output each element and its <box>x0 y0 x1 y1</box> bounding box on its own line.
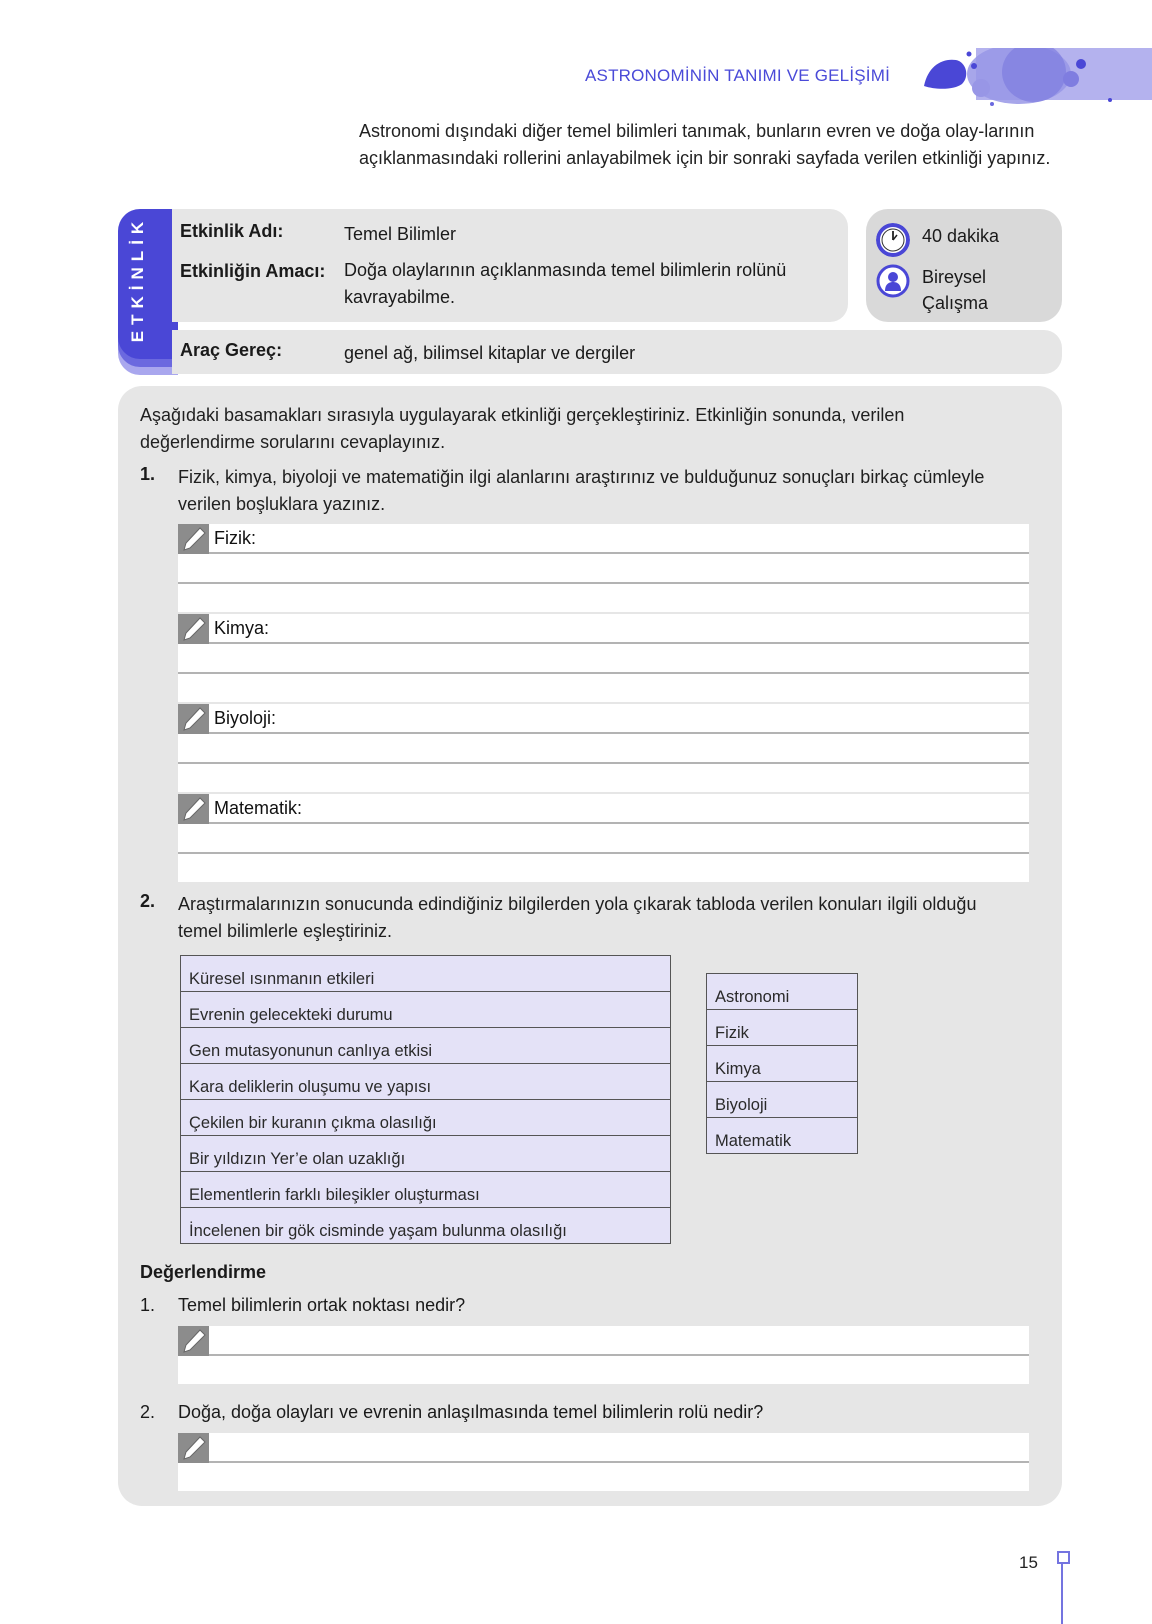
answer-field-matematik[interactable] <box>178 794 1029 882</box>
science-cell[interactable]: Fizik <box>707 1010 858 1046</box>
eval-q2-answer-field[interactable] <box>178 1433 1029 1491</box>
table-row <box>707 1046 858 1082</box>
activity-tools-box <box>172 330 1062 374</box>
science-cell[interactable]: Kimya <box>707 1046 858 1082</box>
table-row <box>181 1064 671 1100</box>
activity-tools-label: Araç Gereç: <box>180 340 283 360</box>
answer-label-biyoloji: Biyoloji: <box>214 708 277 728</box>
table-row <box>181 1100 671 1136</box>
topics-table <box>180 955 671 1244</box>
pencil-icon <box>178 1326 209 1356</box>
table-row <box>181 1172 671 1208</box>
table-row <box>707 1082 858 1118</box>
person-icon <box>876 264 910 298</box>
duration-text: 40 dakika <box>922 226 1000 246</box>
activity-purpose-label: Etkinliğin Amacı: <box>180 261 326 281</box>
pencil-icon <box>178 524 209 554</box>
page-marker-line <box>1061 1562 1063 1624</box>
activity-tools-value: genel ağ, bilimsel kitaplar ve dergiler <box>344 343 636 363</box>
science-cell[interactable]: Matematik <box>707 1118 858 1154</box>
table-row <box>181 992 671 1028</box>
answer-field-kimya[interactable] <box>178 614 1029 702</box>
topic-cell[interactable]: Bir yıldızın Yer’e olan uzaklığı <box>181 1136 671 1172</box>
eval-q1-answer-field[interactable] <box>178 1326 1029 1384</box>
clock-icon <box>876 223 910 257</box>
pencil-icon <box>178 614 209 644</box>
activity-tab <box>118 209 178 375</box>
activity-name-value: Temel Bilimler <box>344 224 457 244</box>
activity-meta-box <box>866 209 1062 322</box>
eval-q2-text: Doğa, doğa olayları ve evrenin anlaşılmasında temel bilimlerin rolü nedir? <box>178 1402 764 1422</box>
answer-label-matematik: Matematik: <box>214 798 303 818</box>
step-1-number: 1. <box>140 464 156 484</box>
topic-cell[interactable]: Elementlerin farklı bileşikler oluşturması <box>181 1172 671 1208</box>
page-number: 15 <box>1019 1553 1038 1572</box>
topic-cell[interactable]: Kara deliklerin oluşumu ve yapısı <box>181 1064 671 1100</box>
table-row <box>707 1010 858 1046</box>
topic-cell[interactable]: Gen mutasyonunun canlıya etkisi <box>181 1028 671 1064</box>
eval-q1-text: Temel bilimlerin ortak noktası nedir? <box>178 1295 466 1315</box>
table-row <box>181 1028 671 1064</box>
intro-paragraph: Astronomi dışındaki diğer temel bilimleri tanımak, bunların evren ve doğa olay-larının açıklanmasındaki rollerini anlayabilmek için bir sonraki sayfada verilen etkinliği yapınız. <box>359 121 1051 168</box>
pencil-icon <box>178 704 209 734</box>
table-row <box>181 1136 671 1172</box>
topic-cell[interactable]: İncelenen bir gök cisminde yaşam bulunma olasılığı <box>181 1208 671 1244</box>
answer-label-kimya: Kimya: <box>214 618 270 638</box>
science-cell[interactable]: Astronomi <box>707 974 858 1010</box>
answer-field-biyoloji[interactable] <box>178 704 1029 792</box>
answer-field-fizik[interactable] <box>178 524 1029 612</box>
evaluation-title: Değerlendirme <box>140 1262 267 1282</box>
pencil-icon <box>178 794 209 824</box>
eval-q1-number: 1. <box>140 1295 156 1315</box>
science-cell[interactable]: Biyoloji <box>707 1082 858 1118</box>
sciences-table <box>706 973 858 1154</box>
table-row <box>707 1118 858 1154</box>
decorative-bubbles-icon <box>924 48 1152 108</box>
topic-cell[interactable]: Küresel ısınmanın etkileri <box>181 956 671 992</box>
step-2-number: 2. <box>140 891 156 911</box>
activity-info-box <box>172 209 848 322</box>
step-2-text: Araştırmalarınızın sonucunda edindiğiniz bilgilerden yola çıkarak tabloda verilen konuları ilgili olduğu temel bilimlerle eşleştiriniz. <box>178 894 977 941</box>
page-marker-icon <box>1057 1551 1070 1564</box>
section-title: ASTRONOMİNİN TANIMI VE GELİŞİMİ <box>585 66 890 85</box>
work-mode-text: Bireysel Çalışma <box>922 267 989 313</box>
eval-q2-number: 2. <box>140 1402 156 1422</box>
activity-purpose-value: Doğa olaylarının açıklanmasında temel bilimlerin rolünü kavrayabilme. <box>344 260 787 307</box>
answer-label-fizik: Fizik: <box>214 528 256 548</box>
instructions-text: Aşağıdaki basamakları sırasıyla uygulayarak etkinliği gerçekleştiriniz. Etkinliğin sonunda, verilen değerlendirme sorularını cevaplayınız. <box>140 405 905 452</box>
step-1-text: Fizik, kimya, biyoloji ve matematiğin ilgi alanlarını araştırınız ve bulduğunuz sonuçları birkaç cümleyle verilen boşluklara yazınız. <box>178 467 985 514</box>
topic-cell[interactable]: Çekilen bir kuranın çıkma olasılığı <box>181 1100 671 1136</box>
activity-tab-label: ETKİNLİK <box>128 215 148 343</box>
table-row <box>707 974 858 1010</box>
topic-cell[interactable]: Evrenin gelecekteki durumu <box>181 992 671 1028</box>
activity-name-label: Etkinlik Adı: <box>180 221 284 241</box>
pencil-icon <box>178 1433 209 1463</box>
table-row <box>181 1208 671 1244</box>
table-row <box>181 956 671 992</box>
